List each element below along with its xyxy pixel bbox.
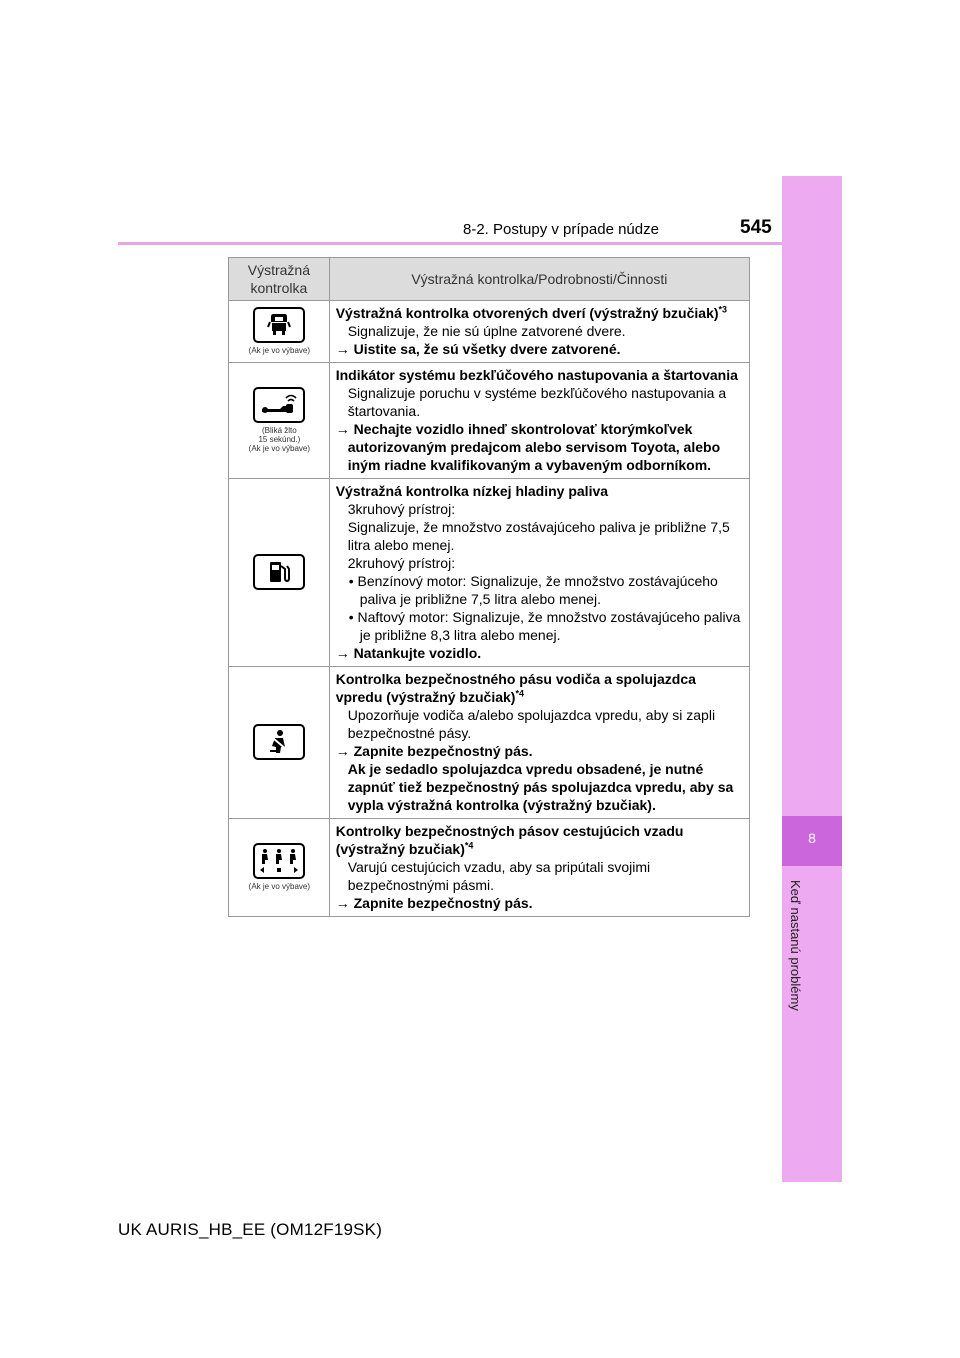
table-row xyxy=(229,667,750,819)
details-cell xyxy=(329,301,749,363)
footnote-ref: *4 xyxy=(464,840,474,851)
table-row xyxy=(229,819,750,917)
list-item: • Naftový motor: Signalizuje, že množstvo zostávajúceho paliva je približne 8,3 litra alebo menej. xyxy=(348,609,741,643)
chapter-title: Keď nastanú problémy xyxy=(788,880,803,1011)
footnote-ref: *3 xyxy=(718,304,728,315)
row-action-text: Uistite sa, že sú všetky dvere zatvorené. xyxy=(353,341,621,357)
chapter-number: 8 xyxy=(808,830,816,846)
row-action-text: Zapnite bezpečnostný pás. xyxy=(353,895,533,911)
row-description: Upozorňuje vodiča a/alebo spolujazdca vpredu, aby si zapli bezpečnostné pásy. xyxy=(347,707,716,741)
row-title xyxy=(336,670,744,706)
table-row xyxy=(229,479,750,667)
row-description: Signalizuje, že nie sú úplne zatvorené dvere. xyxy=(347,323,626,339)
col-header-details: Výstražná kontrolka/Podrobnosti/Činnosti xyxy=(329,258,749,301)
row-action: → Natankujte vozidlo. xyxy=(335,645,482,661)
blink-note: (Bliká žlto xyxy=(262,426,297,435)
icon-cell xyxy=(229,819,330,917)
page-number: 545 xyxy=(740,217,772,238)
meter-type-3: 3kruhový prístroj: xyxy=(347,501,456,517)
details-cell xyxy=(329,479,749,667)
smart-key-icon xyxy=(253,387,305,423)
row-description: Signalizuje poruchu v systéme bezkľúčového nastupovania a štartovania. xyxy=(347,385,727,419)
row-action-text: Nechajte vozidlo ihneď skontrolovať ktorýmkoľvek autorizovaným predajcom alebo servisom Toyota, alebo iným riadne kvalifikovaným a vybaveným odborníkom. xyxy=(347,421,721,473)
row-title: Výstražná kontrolka nízkej hladiny paliva xyxy=(335,483,609,499)
rear-seatbelt-icon xyxy=(253,843,305,879)
row-description: Signalizuje, že množstvo zostávajúceho paliva je približne 7,5 litra alebo menej. xyxy=(347,519,730,553)
table-row xyxy=(229,363,750,479)
icon-cell xyxy=(229,363,330,479)
warning-lights-table xyxy=(228,257,750,917)
row-action: → Zapnite bezpečnostný pás. xyxy=(335,895,533,911)
equipment-note: (Ak je vo výbave) xyxy=(248,882,311,891)
row-title xyxy=(336,304,744,322)
fuel-pump-icon xyxy=(253,554,305,590)
icon-cell xyxy=(229,301,330,363)
row-action-text: Zapnite bezpečnostný pás. xyxy=(353,743,533,759)
row-action: → Uistite sa, že sú všetky dvere zatvorené. xyxy=(335,341,621,357)
table-header-row xyxy=(229,258,750,301)
details-cell xyxy=(329,819,749,917)
row-action: → Nechajte vozidlo ihneď skontrolovať ktorýmkoľvek autorizovaným predajcom alebo servisom Toyota, alebo iným riadne kvalifikovaným a vybaveným odborníkom. xyxy=(335,421,721,473)
equipment-note: (Ak je vo výbave) xyxy=(248,444,311,453)
icon-cell xyxy=(229,479,330,667)
details-cell xyxy=(329,667,749,819)
row-title-text: Kontrolky bezpečnostných pásov cestujúcich vzadu (výstražný bzučiak) xyxy=(335,823,684,857)
seatbelt-icon xyxy=(253,724,305,760)
details-cell xyxy=(329,363,749,479)
col-header-light: Výstražná kontrolka xyxy=(229,258,330,301)
open-door-icon xyxy=(253,307,305,343)
row-title-text: Výstražná kontrolka otvorených dverí (výstražný bzučiak) xyxy=(335,305,719,321)
icon-cell xyxy=(229,667,330,819)
equipment-note: (Ak je vo výbave) xyxy=(248,346,311,355)
footnote-ref: *4 xyxy=(515,688,524,699)
row-title: Indikátor systému bezkľúčového nastupovania a štartovania xyxy=(335,367,738,383)
table-row xyxy=(229,301,750,363)
document-id: UK AURIS_HB_EE (OM12F19SK) xyxy=(118,1220,383,1239)
row-action-detail: Ak je sedadlo spolujazdca vpredu obsadené, je nutné zapnúť tiež bezpečnostný pás spolujazdca vpredu, aby sa vypla výstražná kontrolka (výstražný bzučiak). xyxy=(347,761,734,813)
list-item: • Benzínový motor: Signalizuje, že množstvo zostávajúceho paliva je približne 7,5 litra alebo menej. xyxy=(348,573,718,607)
header-rule xyxy=(118,242,782,245)
row-action: → Zapnite bezpečnostný pás. xyxy=(335,743,533,759)
row-title xyxy=(336,822,744,858)
row-action-text: Natankujte vozidlo. xyxy=(353,645,482,661)
row-title-text: Kontrolka bezpečnostného pásu vodiča a spolujazdca vpredu (výstražný bzučiak) xyxy=(335,671,696,705)
meter-type-2: 2kruhový prístroj: xyxy=(347,555,456,571)
section-title: 8-2. Postupy v prípade núdze xyxy=(463,221,659,238)
blink-duration-note: 15 sekúnd.) xyxy=(258,435,301,444)
row-description: Varujú cestujúcich vzadu, aby sa pripútali svojimi bezpečnostnými pásmi. xyxy=(347,859,651,893)
